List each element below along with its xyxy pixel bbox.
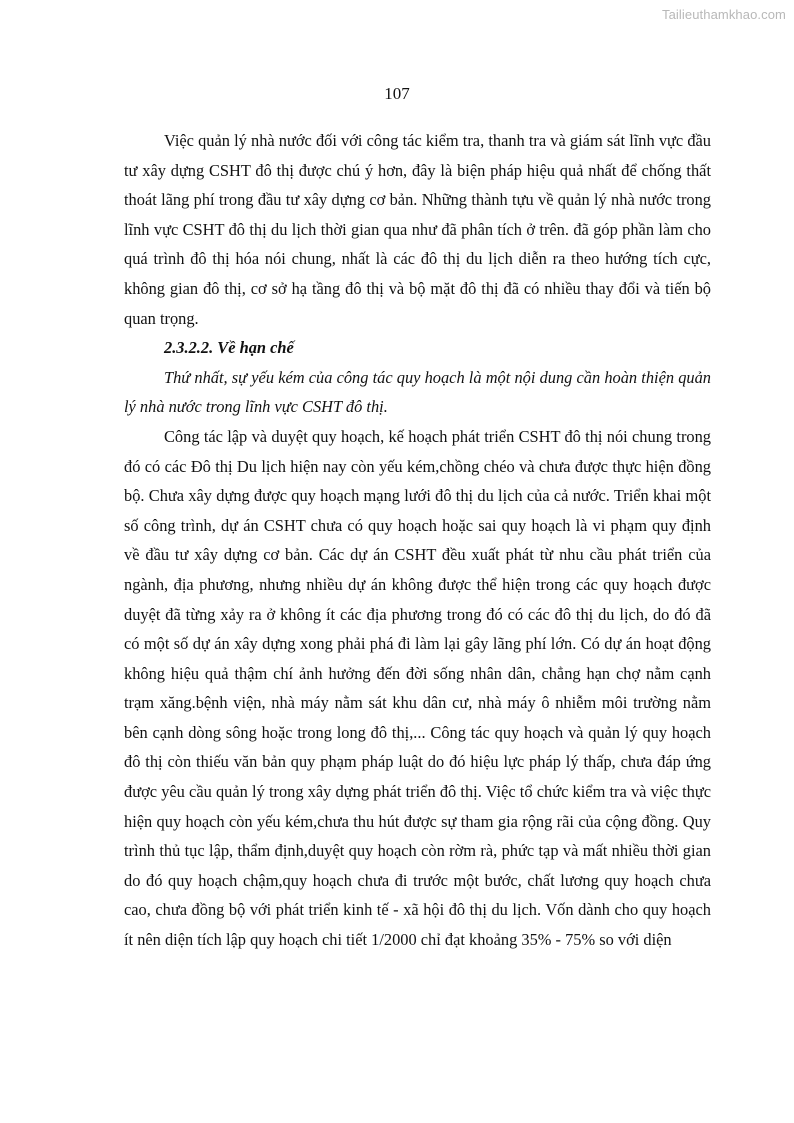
watermark: Tailieuthamkhao.com <box>661 7 786 22</box>
document-body <box>124 126 711 955</box>
paragraph-achievements: Việc quản lý nhà nước đối với công tác kiểm tra, thanh tra và giám sát lĩnh vực đầu tư xây dựng CSHT đô thị được chú ý hơn, đây là biện pháp hiệu quả nhất để chống thất thoát lãng phí trong đầu tư xây dựng cơ bản. Những thành tựu về quản lý nhà nước trong lĩnh vực CSHT đô thị du lịch thời gian qua như đã phân tích ở trên. đã góp phần làm cho quá trình đô thị hóa nói chung, nhất là các đô thị du lịch diễn ra theo hướng tích cực, không gian đô thị, cơ sở hạ tầng đô thị và bộ mặt đô thị đã có nhiều thay đổi và tiến bộ quan trọng. <box>124 131 711 328</box>
page-number: 107 <box>384 84 410 103</box>
section-heading: 2.3.2.2. Về hạn chế <box>164 338 294 358</box>
paragraph-planning-weakness: Công tác lập và duyệt quy hoạch, kế hoạch phát triển CSHT đô thị nói chung trong đó có các Đô thị Du lịch hiện nay còn yếu kém,chồng chéo và chưa được thực hiện đồng bộ. Chưa xây dựng được quy hoạch mạng lưới đô thị du lịch của cả nước. Triển khai một số công trình, dự án CSHT chưa có quy hoạch hoặc sai quy hoạch là vi phạm quy định về đầu tư xây dựng cơ bản. Các dự án CSHT đều xuất phát từ nhu cầu phát triển của ngành, địa phương, nhưng nhiều dự án không được thể hiện trong các quy hoạch được duyệt đã từng xảy ra ở không ít các địa phương trong đó có các đô thị du lịch, do đó đã có một số dự án xây dựng xong phải phá đi làm lại gây lãng phí lớn. Có dự án hoạt động không hiệu quả thậm chí ảnh hưởng đến đời sống nhân dân, chẳng hạn chợ nằm cạnh trạm xăng.bệnh viện, nhà máy nằm sát khu dân cư, nhà máy ô nhiễm môi trường nằm bên cạnh dòng sông hoặc trong long đô thị,... Công tác quy hoạch và quản lý quy hoạch đô thị còn thiếu văn bản quy phạm pháp luật do đó hiệu lực pháp lý thấp, chưa đáp ứng được yêu cầu quản lý trong xây dựng phát triển đô thị. Việc tổ chức kiểm tra và việc thực hiện quy hoạch còn yếu kém,chưa thu hút được sự tham gia rộng rãi của cộng đồng. Quy trình thủ tục lập, thẩm định,duyệt quy hoạch còn rờm rà, phức tạp và mất nhiều thời gian do đó quy hoạch chậm,quy hoạch chưa đi trước một bước, chất lương quy hoạch chưa cao, chưa đồng bộ với phát triển kinh tế - xã hội đô thị du lịch. Vốn dành cho quy hoạch ít nên diện tích lập quy hoạch chi tiết 1/2000 chỉ đạt khoảng 35% - 75% so với diện <box>124 426 711 950</box>
lead-statement: Thứ nhất, sự yếu kém của công tác quy hoạch là một nội dung cần hoàn thiện quản lý nhà nước trong lĩnh vực CSHT đô thị. <box>124 367 711 417</box>
